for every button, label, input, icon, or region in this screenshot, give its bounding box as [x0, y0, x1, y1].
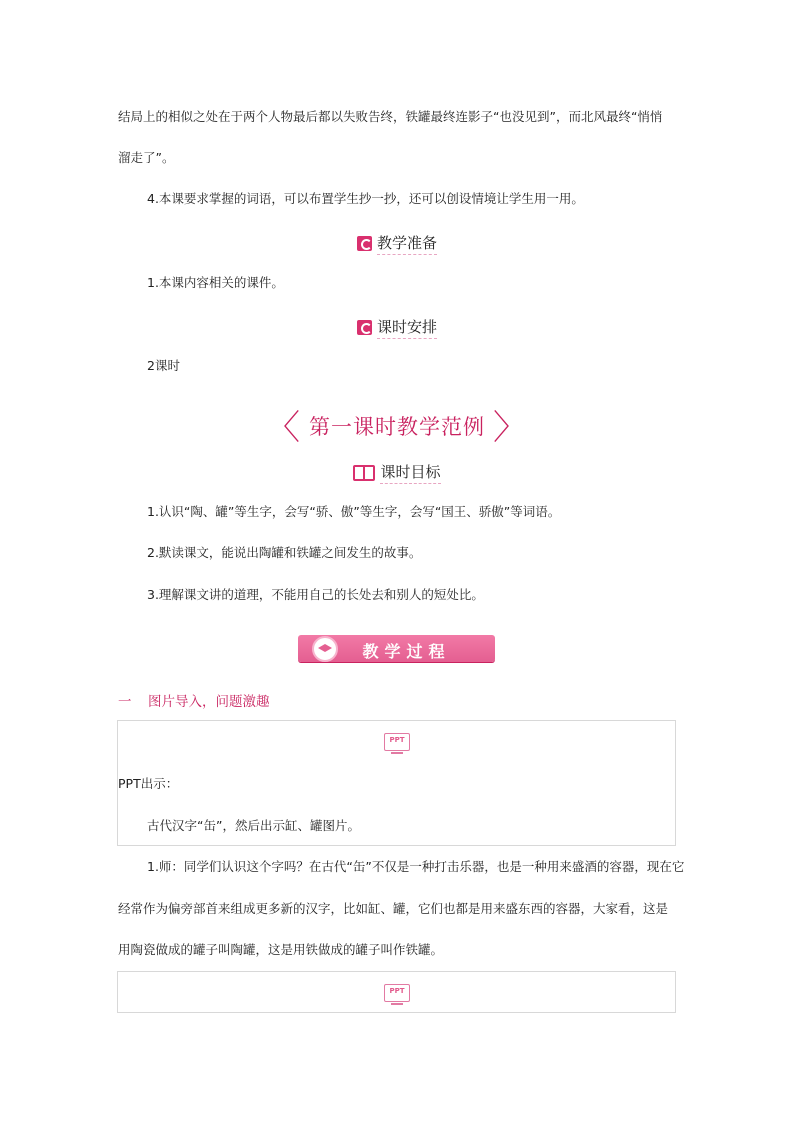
lesson-title-text: 第一课时教学范例 [309, 415, 485, 439]
section-heading-label: 课时安排 [377, 316, 437, 339]
paragraph-line: 用陶瓷做成的罐子叫陶罐，这是用铁做成的罐子叫作铁罐。 [118, 942, 444, 957]
right-bracket-icon: 〉 [493, 408, 528, 448]
box-text: PPT出示： [118, 776, 179, 791]
ppt-icon: PPT [384, 984, 410, 1002]
paragraph-line: 结局上的相似之处在于两个人物最后都以失败告终，铁罐最终连影子“也没见到”，而北风最终“悄悄 [118, 109, 663, 124]
lesson-title [0, 400, 794, 449]
section-heading-schedule [0, 316, 794, 339]
process-banner-label: 教学过程 [362, 642, 451, 661]
goal-item: 3.理解课文讲的道理，不能用自己的长处去和别人的短处比。 [147, 587, 484, 602]
section-heading-prep [0, 232, 794, 255]
part-heading [118, 690, 270, 710]
section-heading-label: 课时目标 [380, 461, 440, 484]
list-item: 2课时 [147, 358, 180, 373]
paragraph-line: 经常作为偏旁部首来组成更多新的汉字，比如缸、罐，它们也都是用来盛东西的容器，大家看，这是 [118, 901, 669, 916]
part-number: 一 [118, 694, 132, 710]
box-text: 古代汉字“缶”，然后出示缸、罐图片。 [147, 818, 360, 833]
section-heading-label: 教学准备 [377, 232, 437, 255]
process-banner [298, 635, 495, 662]
list-item: 1.本课内容相关的课件。 [147, 275, 284, 290]
section-marker-icon [357, 236, 372, 251]
book-icon [353, 465, 375, 481]
goal-item: 2.默读课文，能说出陶罐和铁罐之间发生的故事。 [147, 545, 422, 560]
ppt-icon: PPT [384, 733, 410, 751]
paragraph-line: 溜走了”。 [118, 150, 175, 165]
left-bracket-icon: 〈 [266, 408, 301, 448]
list-item: 4.本课要求掌握的词语，可以布置学生抄一抄，还可以创设情境让学生用一用。 [147, 191, 584, 206]
paragraph-line: 1.师：同学们认识这个字吗？在古代“缶”不仅是一种打击乐器，也是一种用来盛酒的容器，现在它 [147, 859, 685, 874]
goal-item: 1.认识“陶、罐”等生字，会写“骄、傲”等生字，会写“国王、骄傲”等词语。 [147, 504, 561, 519]
part-title: 图片导入，问题激趣 [148, 694, 270, 710]
section-marker-icon [357, 320, 372, 335]
section-heading-goal [0, 461, 794, 485]
